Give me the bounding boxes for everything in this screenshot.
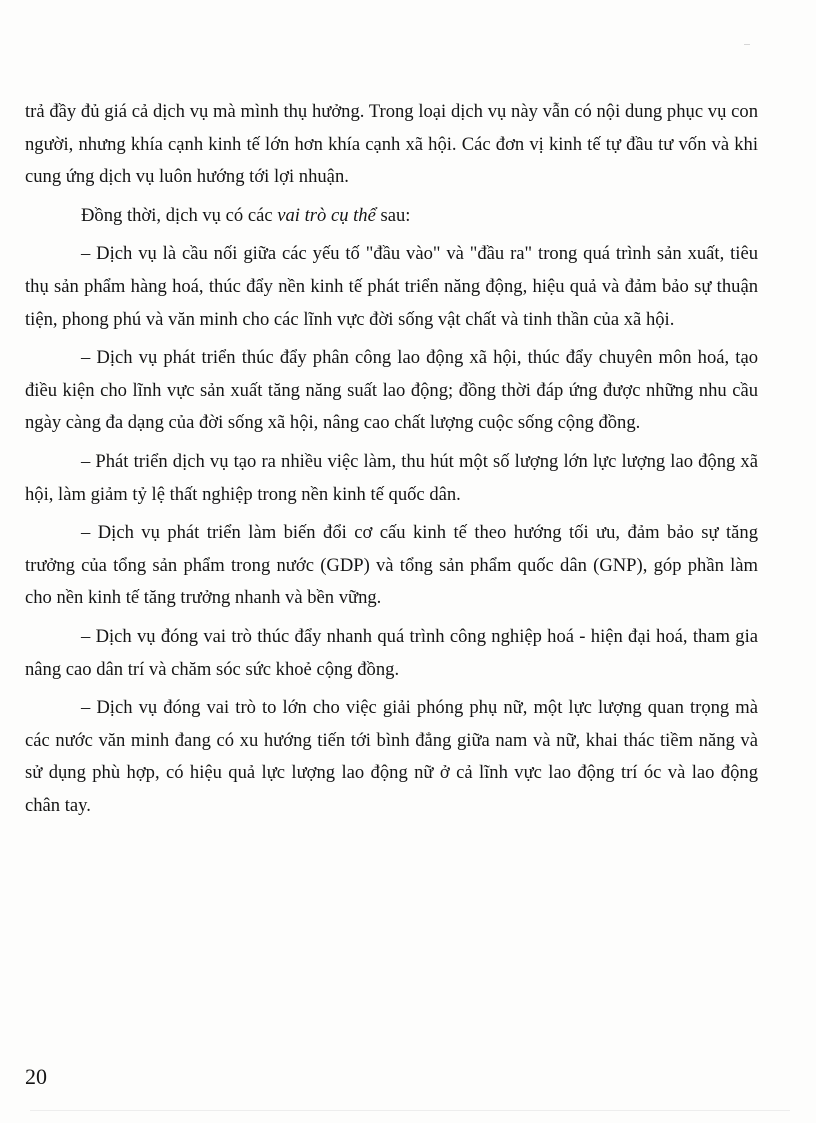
paragraph-continuation: trả đầy đủ giá cả dịch vụ mà mình thụ hưởng. Trong loại dịch vụ này vẫn có nội dung phục vụ con người, nhưng khía cạnh kinh tế lớn hơn khía cạnh xã hội. Các đơn vị kinh tế tự đầu tư vốn và khi cung ứng dịch vụ luôn hướng tới lợi nhuận. <box>25 101 758 188</box>
roles-intro-emphasis: vai trò cụ thể <box>277 204 376 226</box>
roles-intro-before: Đồng thời, dịch vụ có các <box>81 204 278 226</box>
scan-edge-mark <box>744 44 750 45</box>
bullet-paragraph: – Dịch vụ đóng vai trò to lớn cho việc giải phóng phụ nữ, một lực lượng quan trọng mà các nước văn minh đang có xu hướng tiến tới bình đẳng giữa nam và nữ, khai thác tiềm năng và sử dụng phù hợp, có hiệu quả lực lượng lao động nữ ở cả lĩnh vực lao động trí óc và lao động chân tay. <box>25 697 758 816</box>
body-text <box>25 96 758 828</box>
paragraph-roles-intro <box>25 200 758 233</box>
bullet-paragraph: – Dịch vụ đóng vai trò thúc đẩy nhanh quá trình công nghiệp hoá - hiện đại hoá, tham gia nâng cao dân trí và chăm sóc sức khoẻ cộng đồng. <box>25 625 758 680</box>
bullet-paragraph: – Phát triển dịch vụ tạo ra nhiều việc làm, thu hút một số lượng lớn lực lượng lao động xã hội, làm giảm tỷ lệ thất nghiệp trong nền kinh tế quốc dân. <box>25 450 758 505</box>
scan-edge-mark <box>30 1110 790 1111</box>
bullet-paragraph: – Dịch vụ phát triển thúc đẩy phân công lao động xã hội, thúc đẩy chuyên môn hoá, tạo điều kiện cho lĩnh vực sản xuất tăng năng suất lao động; đồng thời đáp ứng được những nhu cầu ngày càng đa dạng của đời sống xã hội, nâng cao chất lượng cuộc sống cộng đồng. <box>25 347 758 434</box>
page-number: 20 <box>25 1064 47 1089</box>
bullet-paragraph: – Dịch vụ phát triển làm biến đổi cơ cấu kinh tế theo hướng tối ưu, đảm bảo sự tăng trưởng của tổng sản phẩm trong nước (GDP) và tổng sản phẩm quốc dân (GNP), góp phần làm cho nền kinh tế tăng trưởng nhanh và bền vững. <box>25 522 758 609</box>
bullet-paragraph: – Dịch vụ là cầu nối giữa các yếu tố "đầu vào" và "đầu ra" trong quá trình sản xuất, tiêu thụ sản phẩm hàng hoá, thúc đẩy nền kinh tế phát triển năng động, hiệu quả và đảm bảo sự thuận tiện, phong phú và văn minh cho các lĩnh vực đời sống vật chất và tinh thần của xã hội. <box>25 243 758 330</box>
roles-intro-after: sau: <box>375 204 411 226</box>
